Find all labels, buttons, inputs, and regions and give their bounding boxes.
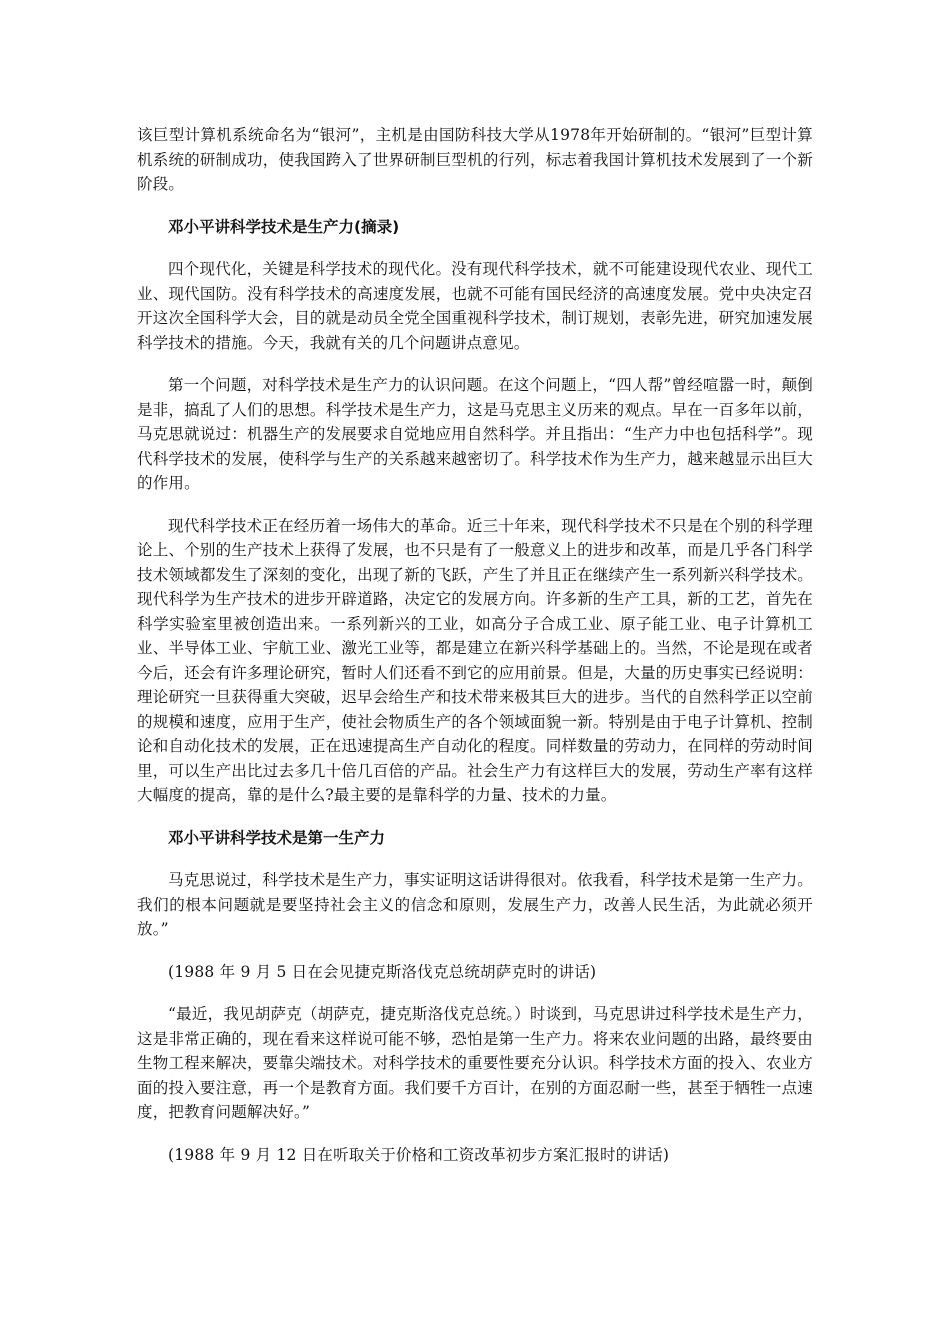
paragraph-first-question: 第一个问题，对科学技术是生产力的认识问题。在这个问题上，“四人帮”曾经喧嚣一时，颠倒是非，搞乱了人们的思想。科学技术是生产力，这是马克思主义历来的观点。早在一百多年以前，马克思就说过：机器生产的发展要求自觉地应用自然科学。并且指出：“生产力中也包括科学”。现代科学技术的发展，使科学与生产的关系越来越密切了。科学技术作为生产力，越来越显示出巨大的作用。	[137, 376, 813, 492]
section-heading-first-productivity: 邓小平讲科学技术是第一生产力	[168, 828, 386, 847]
paragraph-revolution: 现代科学技术正在经历着一场伟大的革命。近三十年来，现代科学技术不只是在个别的科学理论上、个别的生产技术上获得了发展，也不只是有了一般意义上的进步和改革，而是几乎各门科学技术领域都发生了深刻的变化，出现了新的飞跃，产生了并且正在继续产生一系列新兴科学技术。现代科学为生产技术的进步开辟道路，决定它的发展方向。许多新的生产工具，新的工艺，首先在科学实验室里被创造出来。一系列新兴的工业，如高分子合成工业、原子能工业、电子计算机工业、半导体工业、宇航工业、激光工业等，都是建立在新兴科学基础上的。当然，不论是现在或者今后，还会有许多理论研究，暂时人们还看不到它的应用前景。但是，大量的历史事实已经说明：理论研究一旦获得重大突破，迟早会给生产和技术带来极其巨大的进步。当代的自然科学正以空前的规模和速度，应用于生产，使社会物质生产的各个领域面貌一新。特别是由于电子计算机、控制论和自动化技术的发展，正在迅速提高生产自动化的程度。同样数量的劳动力，在同样的劳动时间里，可以生产出比过去多几十倍几百倍的产品。社会生产力有这样巨大的发展，劳动生产率有这样大幅度的提高，靠的是什么?最主要的是靠科学的力量、技术的力量。	[137, 516, 813, 804]
paragraph-marx-quote: 马克思说过，科学技术是生产力，事实证明这话讲得很对。依我看，科学技术是第一生产力。我们的根本问题就是要坚持社会主义的信念和原则，发展生产力，改善人民生活，为此就必须开放。”	[137, 871, 813, 938]
section-heading-productivity: 邓小平讲科学技术是生产力(摘录)	[168, 217, 400, 236]
paragraph-modernization: 四个现代化，关键是科学技术的现代化。没有现代科学技术，就不可能建设现代农业、现代工业、现代国防。没有科学技术的高速度发展，也就不可能有国民经济的高速度发展。党中央决定召开这次全国科学大会，目的就是动员全党全国重视科学技术，制订规划，表彰先进，研究加速发展科学技术的措施。今天，我就有关的几个问题讲点意见。	[137, 260, 813, 352]
paragraph-intro: 该巨型计算机系统命名为“银河”，主机是由国防科技大学从1978年开始研制的。“银河”巨型计算机系统的研制成功，使我国跨入了世界研制巨型机的行列，标志着我国计算机技术发展到了一个新阶段。	[137, 126, 813, 193]
document-page	[137, 123, 813, 1167]
citation-sep-5: (1988 年 9 月 5 日在会见捷克斯洛伐克总统胡萨克时的讲话)	[168, 962, 597, 981]
paragraph-husak-quote: “最近，我见胡萨克（胡萨克，捷克斯洛伐克总统。）时谈到，马克思讲过科学技术是生产力，这是非常正确的，现在看来这样说可能不够，恐怕是第一生产力。将来农业问题的出路，最终要由生物工程来解决，要靠尖端技术。对科学技术的重要性要充分认识。科学技术方面的投入、农业方面的投入要注意，再一个是教育方面。我们要千方百计，在别的方面忍耐一些，甚至于牺牲一点速度，把教育问题解决好。”	[137, 1005, 813, 1121]
citation-sep-12: (1988 年 9 月 12 日在听取关于价格和工资改革初步方案汇报时的讲话)	[168, 1145, 670, 1164]
